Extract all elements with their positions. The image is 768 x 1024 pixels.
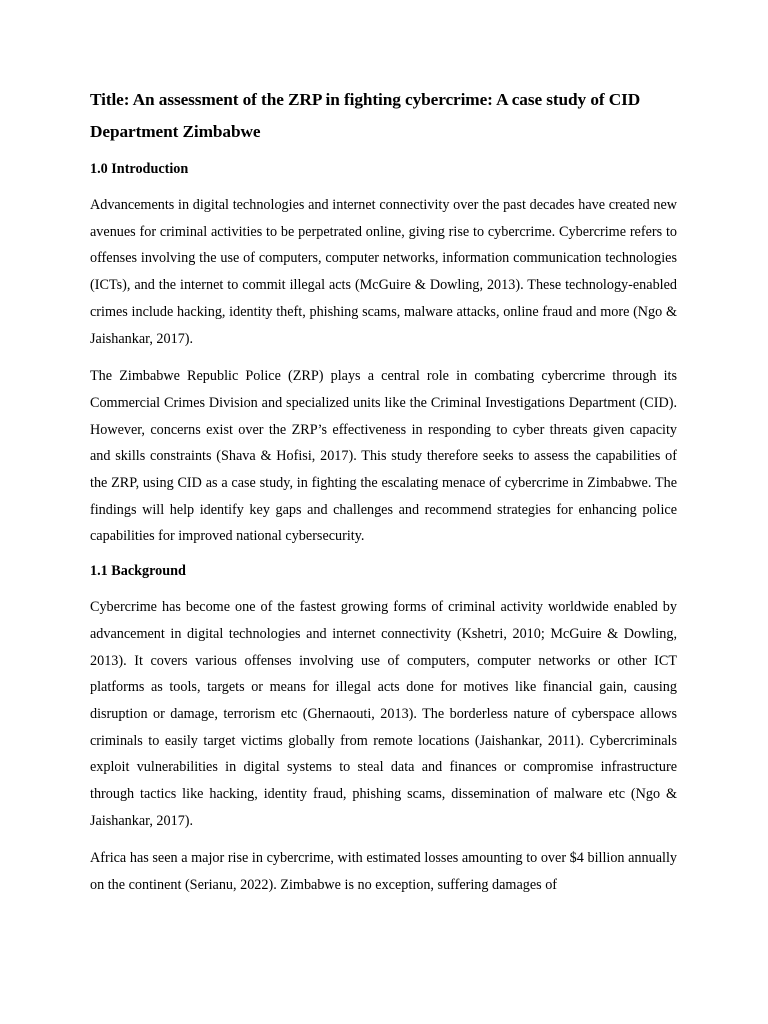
paragraph: Africa has seen a major rise in cybercrime, with estimated losses amounting to over $4 billion annually on the continent (Serianu, 2022). Zimbabwe is no exception, suffering damages of [90, 850, 677, 894]
document-title: Title: An assessment of the ZRP in fighting cybercrime: A case study of CID Department Zimbabwe [90, 90, 641, 141]
section-background [90, 561, 677, 899]
document-page [90, 84, 677, 899]
section-heading: 1.1 Background [90, 563, 186, 580]
paragraph: Advancements in digital technologies and internet connectivity over the past decades have created new avenues for criminal activities to be perpetrated online, giving rise to cybercrime. Cybercrime refers to offenses involving the use of computers, computer networks, information communication technologies (ICTs), and the internet to commit illegal acts (McGuire & Dowling, 2013). These technology-enabled crimes include hacking, identity theft, phishing scams, malware attacks, online fraud and more (Ngo & Jaishankar, 2017). [90, 197, 677, 347]
paragraph: The Zimbabwe Republic Police (ZRP) plays a central role in combating cybercrime through its Commercial Crimes Division and specialized units like the Criminal Investigations Department (CID). However, concerns exist over the ZRP’s effectiveness in responding to cyber threats given capacity and skills constraints (Shava & Hofisi, 2017). This study therefore seeks to assess the capabilities of the ZRP, using CID as a case study, in fighting the escalating menace of cybercrime in Zimbabwe. The findings will help identify key gaps and challenges and recommend strategies for enhancing police capabilities for improved national cybersecurity. [90, 368, 677, 545]
paragraph: Cybercrime has become one of the fastest growing forms of criminal activity worldwide enabled by advancement in digital technologies and internet connectivity (Kshetri, 2010; McGuire & Dowling, 2013). It covers various offenses involving use of computers, computer networks or other ICT platforms as tools, targets or means for illegal acts done for motives like financial gain, causing disruption or damage, terrorism etc (Ghernaouti, 2013). The borderless nature of cyberspace allows criminals to easily target victims globally from remote locations (Jaishankar, 2011). Cybercriminals exploit vulnerabilities in digital systems to steal data and finances or compromise infrastructure through tactics like hacking, identity fraud, phishing scams, dissemination of malware etc (Ngo & Jaishankar, 2017). [90, 599, 677, 829]
section-heading: 1.0 Introduction [90, 161, 189, 177]
section-introduction [90, 159, 677, 550]
